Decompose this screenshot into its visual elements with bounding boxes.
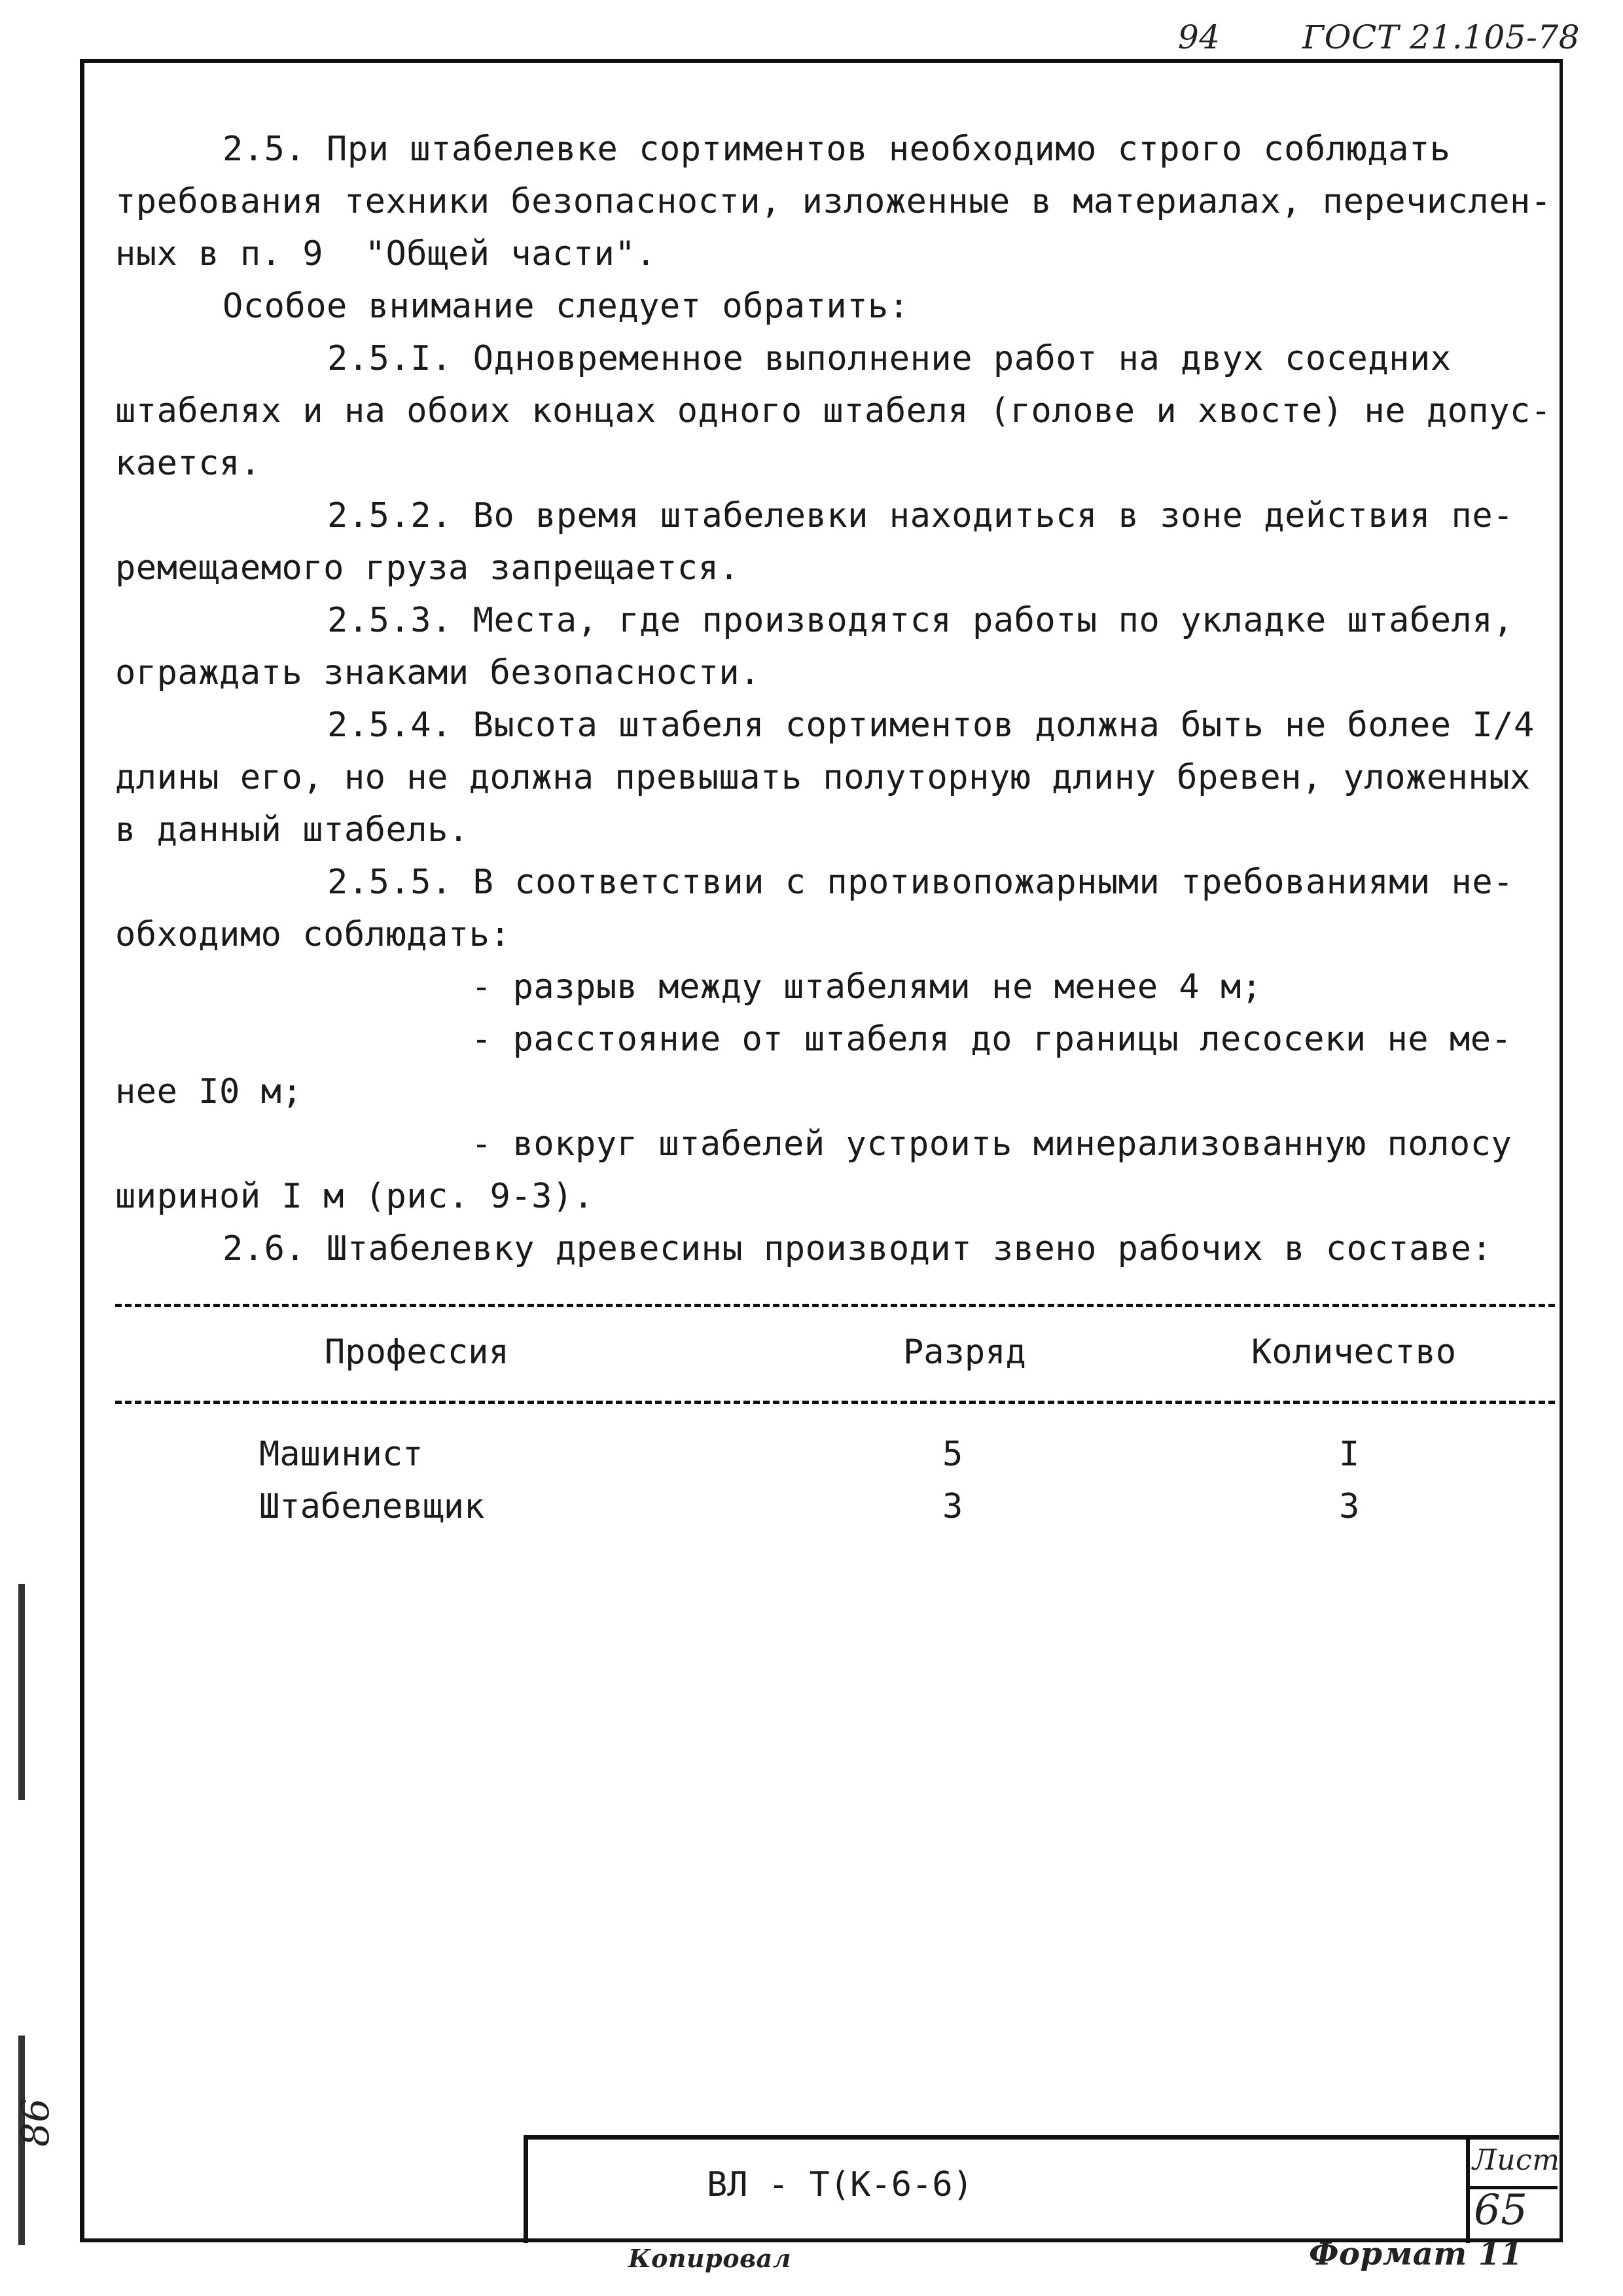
text-line-9: ремещаемого груза запрещается. bbox=[115, 548, 740, 588]
table-header-grade: Разряд bbox=[903, 1333, 1026, 1372]
table-row-1-profession: Машинист bbox=[259, 1435, 423, 1474]
table-header-rule bbox=[115, 1401, 1555, 1404]
stamp-box bbox=[524, 2135, 1471, 2243]
text-line-4: Особое внимание следует обратить: bbox=[223, 287, 910, 326]
margin-bar-top bbox=[18, 1584, 25, 1800]
table-header-quantity: Количество bbox=[1251, 1333, 1457, 1372]
text-line-3: ных в п. 9 "Общей части". bbox=[115, 234, 656, 274]
doc-code: ГОСТ 21.105-78 bbox=[1302, 18, 1580, 56]
text-line-8: 2.5.2. Во время штабелевки находиться в зоне действия пе- bbox=[327, 496, 1514, 535]
sheet-number: 65 bbox=[1474, 2186, 1528, 2234]
text-line-7: кается. bbox=[115, 444, 261, 483]
text-line-1: 2.5. При штабелевке сортиментов необходимо строго соблюдать bbox=[223, 130, 1451, 169]
text-line-14: в данный штабель. bbox=[115, 810, 469, 850]
text-line-16: обходимо соблюдать: bbox=[115, 915, 511, 954]
text-line-18: - расстояние от штабеля до границы лесосеки не ме- bbox=[471, 1020, 1512, 1059]
table-header-profession: Профессия bbox=[325, 1333, 509, 1372]
table-row-2-profession: Штабелевщик bbox=[259, 1487, 485, 1526]
text-line-19: нее I0 м; bbox=[115, 1072, 303, 1111]
text-line-12: 2.5.4. Высота штабеля сортиментов должна быть не более I/4 bbox=[327, 706, 1535, 745]
text-line-2: требования техники безопасности, изложенные в материалах, перечислен- bbox=[115, 182, 1552, 221]
text-line-20: - вокруг штабелей устроить минерализованную полосу bbox=[471, 1124, 1512, 1164]
table-row-1-grade: 5 bbox=[942, 1435, 963, 1474]
table-row-2-quantity: 3 bbox=[1339, 1487, 1360, 1526]
text-line-5: 2.5.I. Одновременное выполнение работ на двух соседних bbox=[327, 339, 1452, 378]
text-line-6: штабелях и на обоих концах одного штабеля (голове и хвосте) не допус- bbox=[115, 391, 1552, 431]
copied-label: Копировал bbox=[628, 2244, 791, 2273]
stamp-code: ВЛ - Т(К-6-6) bbox=[707, 2165, 973, 2204]
text-line-15: 2.5.5. В соответствии с противопожарными требованиями не- bbox=[327, 863, 1514, 902]
text-line-17: - разрыв между штабелями не менее 4 м; bbox=[471, 967, 1262, 1007]
text-line-21: шириной I м (рис. 9-3). bbox=[115, 1177, 594, 1216]
inventory-number: 86 bbox=[13, 2098, 58, 2147]
text-line-10: 2.5.3. Места, где производятся работы по укладке штабеля, bbox=[327, 601, 1514, 640]
sheet-label: Лист bbox=[1472, 2144, 1560, 2177]
format-label: Формат 11 bbox=[1309, 2236, 1523, 2272]
table-row-1-quantity: I bbox=[1339, 1435, 1360, 1474]
text-line-22: 2.6. Штабелевку древесины производит звено рабочих в составе: bbox=[223, 1229, 1493, 1268]
table-row-2-grade: 3 bbox=[942, 1487, 963, 1526]
text-line-13: длины его, но не должна превышать полуторную длину бревен, уложенных bbox=[115, 758, 1531, 797]
table-top-rule bbox=[115, 1304, 1555, 1307]
text-line-11: ограждать знаками безопасности. bbox=[115, 653, 761, 692]
page-mark: 94 bbox=[1178, 18, 1221, 56]
